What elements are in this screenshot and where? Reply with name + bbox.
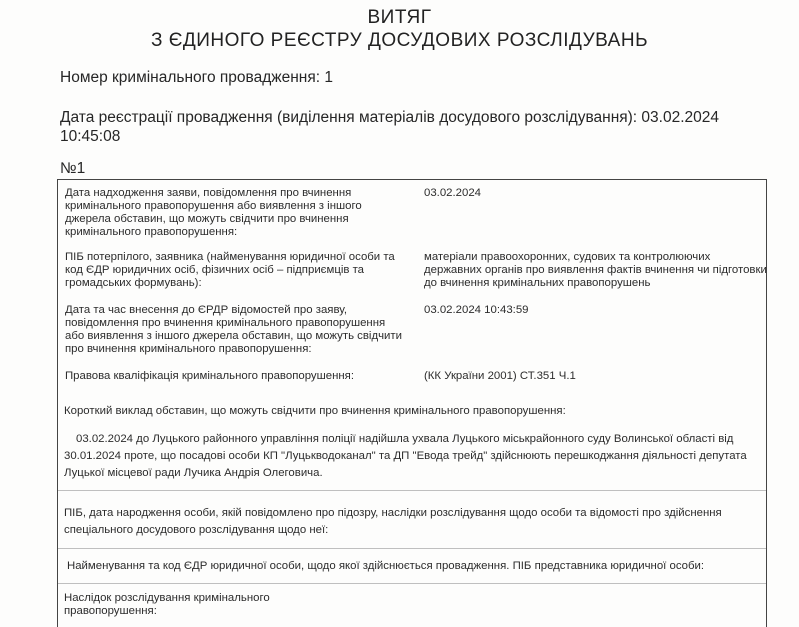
section-number: №1 [60, 160, 86, 177]
row-label-applicant: ПІБ потерпілого, заявника (найменування юридичної особи та код ЄДР юридичних осіб, фізичних осіб – підприємців та громадських формувань): [65, 251, 395, 289]
row-value-report-date: 03.02.2024 [424, 187, 482, 199]
separator-line [58, 548, 766, 549]
legal-entity-info: Найменування та код ЄДР юридичної особи, щодо якої здійснюється провадження. ПІБ представника юридичної особи: [67, 560, 705, 572]
summary-body [64, 431, 764, 482]
case-number: Номер кримінального провадження: 1 [60, 69, 333, 86]
row-label-entry-datetime: Дата та час внесення до ЄРДР відомостей про заяву, повідомлення про вчинення кримінального правопорушення або виявлення з іншого джерела обставин, що можуть свідчити про вчинення кримінального правопорушення: [65, 304, 402, 355]
separator-line [58, 583, 766, 584]
row-label-report-date: Дата надходження заяви, повідомлення про вчинення кримінального правопорушення або виявлення з іншого джерела обставин, що можуть свідчити про вчинення кримінального правопорушення: [65, 187, 362, 238]
summary-heading: Короткий виклад обставин, що можуть свідчити про вчинення кримінального правопорушення: [64, 405, 566, 417]
document-title: ВИТЯГ [367, 7, 432, 28]
row-value-entry-datetime: 03.02.2024 10:43:59 [424, 304, 529, 316]
document-subtitle: З ЄДИНОГО РЕЄСТРУ ДОСУДОВИХ РОЗСЛІДУВАНЬ [150, 30, 649, 51]
suspect-info: ПІБ, дата народження особи, якій повідомлено про підозру, наслідки розслідування щодо особи та відомості про здійснення спеціального досудового розслідування щодо неї: [64, 507, 722, 536]
registration-date-line1: Дата реєстрації провадження (виділення матеріалів досудового розслідування): 03.02.2024 [60, 109, 719, 126]
registration-date-line2: 10:45:08 [60, 128, 121, 145]
row-value-applicant: матеріали правоохоронних, судових та контролюючих державних органів про виявлення фактів вчинення чи підготовки до вчинення кримінальних правопорушень [424, 251, 767, 289]
summary-body-text: 03.02.2024 до Луцького районного управління поліції надійшла ухвала Луцького міськрайонного суду Волинської області від 30.01.2024 проте, що посадові особи КП "Луцькводоканал" та ДП "Евода трейд" здійснюють перешкоджання діяльності депутата Луцької місцевої ради Лучика Андрія Олеговича. [64, 433, 747, 479]
registration-date [60, 108, 740, 146]
investigation-result: Наслідок розслідування кримінального правопорушення: [64, 592, 270, 617]
separator-line [58, 490, 766, 491]
row-value-legal-qualification: (КК України 2001) СТ.351 Ч.1 [424, 370, 576, 382]
row-label-legal-qualification: Правова кваліфікація кримінального правопорушення: [65, 370, 354, 382]
